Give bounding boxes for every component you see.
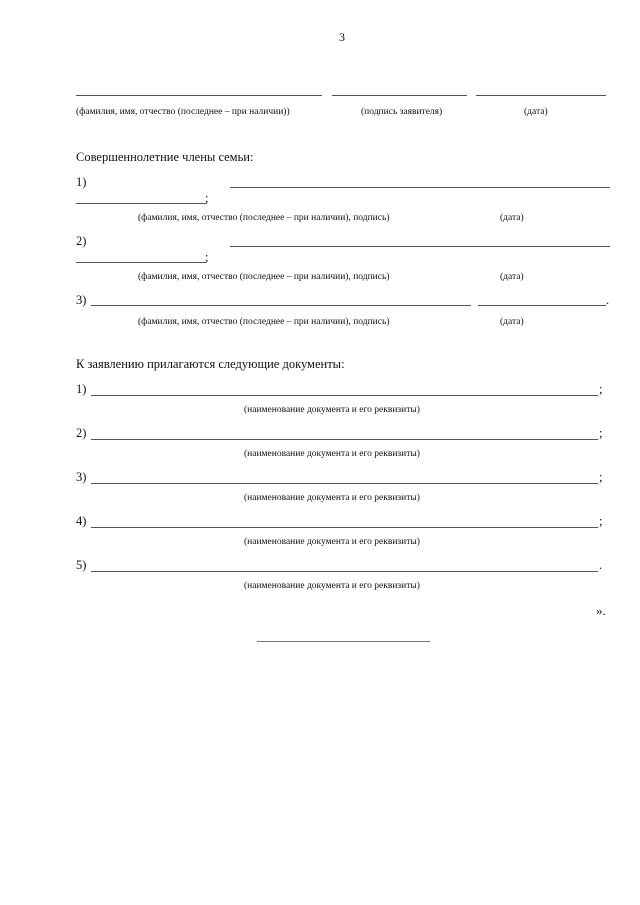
- member-1-date-caption: (дата): [500, 213, 524, 223]
- member-3-fio-caption: (фамилия, имя, отчество (последнее – при наличии), подпись): [138, 317, 390, 327]
- applicant-date-caption: (дата): [524, 107, 548, 117]
- document-3-number: 3): [76, 470, 87, 484]
- applicant-signature-line: [332, 95, 467, 96]
- document-3-end: ;: [599, 470, 603, 484]
- applicant-date-line: [476, 95, 606, 96]
- family-heading: Совершеннолетние члены семьи:: [76, 150, 254, 164]
- document-2-number: 2): [76, 426, 87, 440]
- member-3-end: .: [606, 293, 610, 307]
- closing-quote: ».: [596, 603, 606, 618]
- document-5-line: [91, 571, 598, 572]
- applicant-fio-line: [76, 95, 322, 96]
- member-1-continuation-line: [76, 203, 206, 204]
- member-2-fio-caption: (фамилия, имя, отчество (последнее – при наличии), подпись): [138, 272, 390, 282]
- document-5-caption: (наименование документа и его реквизиты): [244, 581, 420, 591]
- member-2-date-caption: (дата): [500, 272, 524, 282]
- document-1-end: ;: [599, 382, 603, 396]
- member-2-continuation-line: [76, 262, 206, 263]
- document-5-end: .: [599, 558, 603, 572]
- page-number: 3: [339, 30, 345, 44]
- member-1-fio-line: [230, 187, 610, 188]
- document-2-line: [91, 439, 598, 440]
- document-4-end: ;: [599, 514, 603, 528]
- member-2-fio-line: [230, 246, 610, 247]
- member-3-date-caption: (дата): [500, 317, 524, 327]
- applicant-signature-caption: (подпись заявителя): [361, 107, 443, 117]
- document-2-end: ;: [599, 426, 603, 440]
- member-1-number: 1): [76, 175, 87, 189]
- member-2-number: 2): [76, 234, 87, 248]
- member-2-end: ;: [205, 250, 209, 264]
- document-3-line: [91, 483, 598, 484]
- member-1-end: ;: [205, 191, 209, 205]
- documents-heading: К заявлению прилагаются следующие документы:: [76, 357, 345, 371]
- member-1-fio-caption: (фамилия, имя, отчество (последнее – при наличии), подпись): [138, 213, 390, 223]
- document-4-caption: (наименование документа и его реквизиты): [244, 537, 420, 547]
- member-3-number: 3): [76, 293, 87, 307]
- document-3-caption: (наименование документа и его реквизиты): [244, 493, 420, 503]
- applicant-fio-caption: (фамилия, имя, отчество (последнее – при наличии)): [76, 107, 290, 117]
- document-5-number: 5): [76, 558, 87, 572]
- document-1-line: [91, 395, 598, 396]
- member-3-fio-line: [91, 305, 471, 306]
- document-2-caption: (наименование документа и его реквизиты): [244, 449, 420, 459]
- document-1-number: 1): [76, 382, 87, 396]
- end-separator-line: [257, 641, 430, 642]
- document-4-line: [91, 527, 598, 528]
- member-3-date-line: [478, 305, 606, 306]
- document-4-number: 4): [76, 514, 87, 528]
- document-1-caption: (наименование документа и его реквизиты): [244, 405, 420, 415]
